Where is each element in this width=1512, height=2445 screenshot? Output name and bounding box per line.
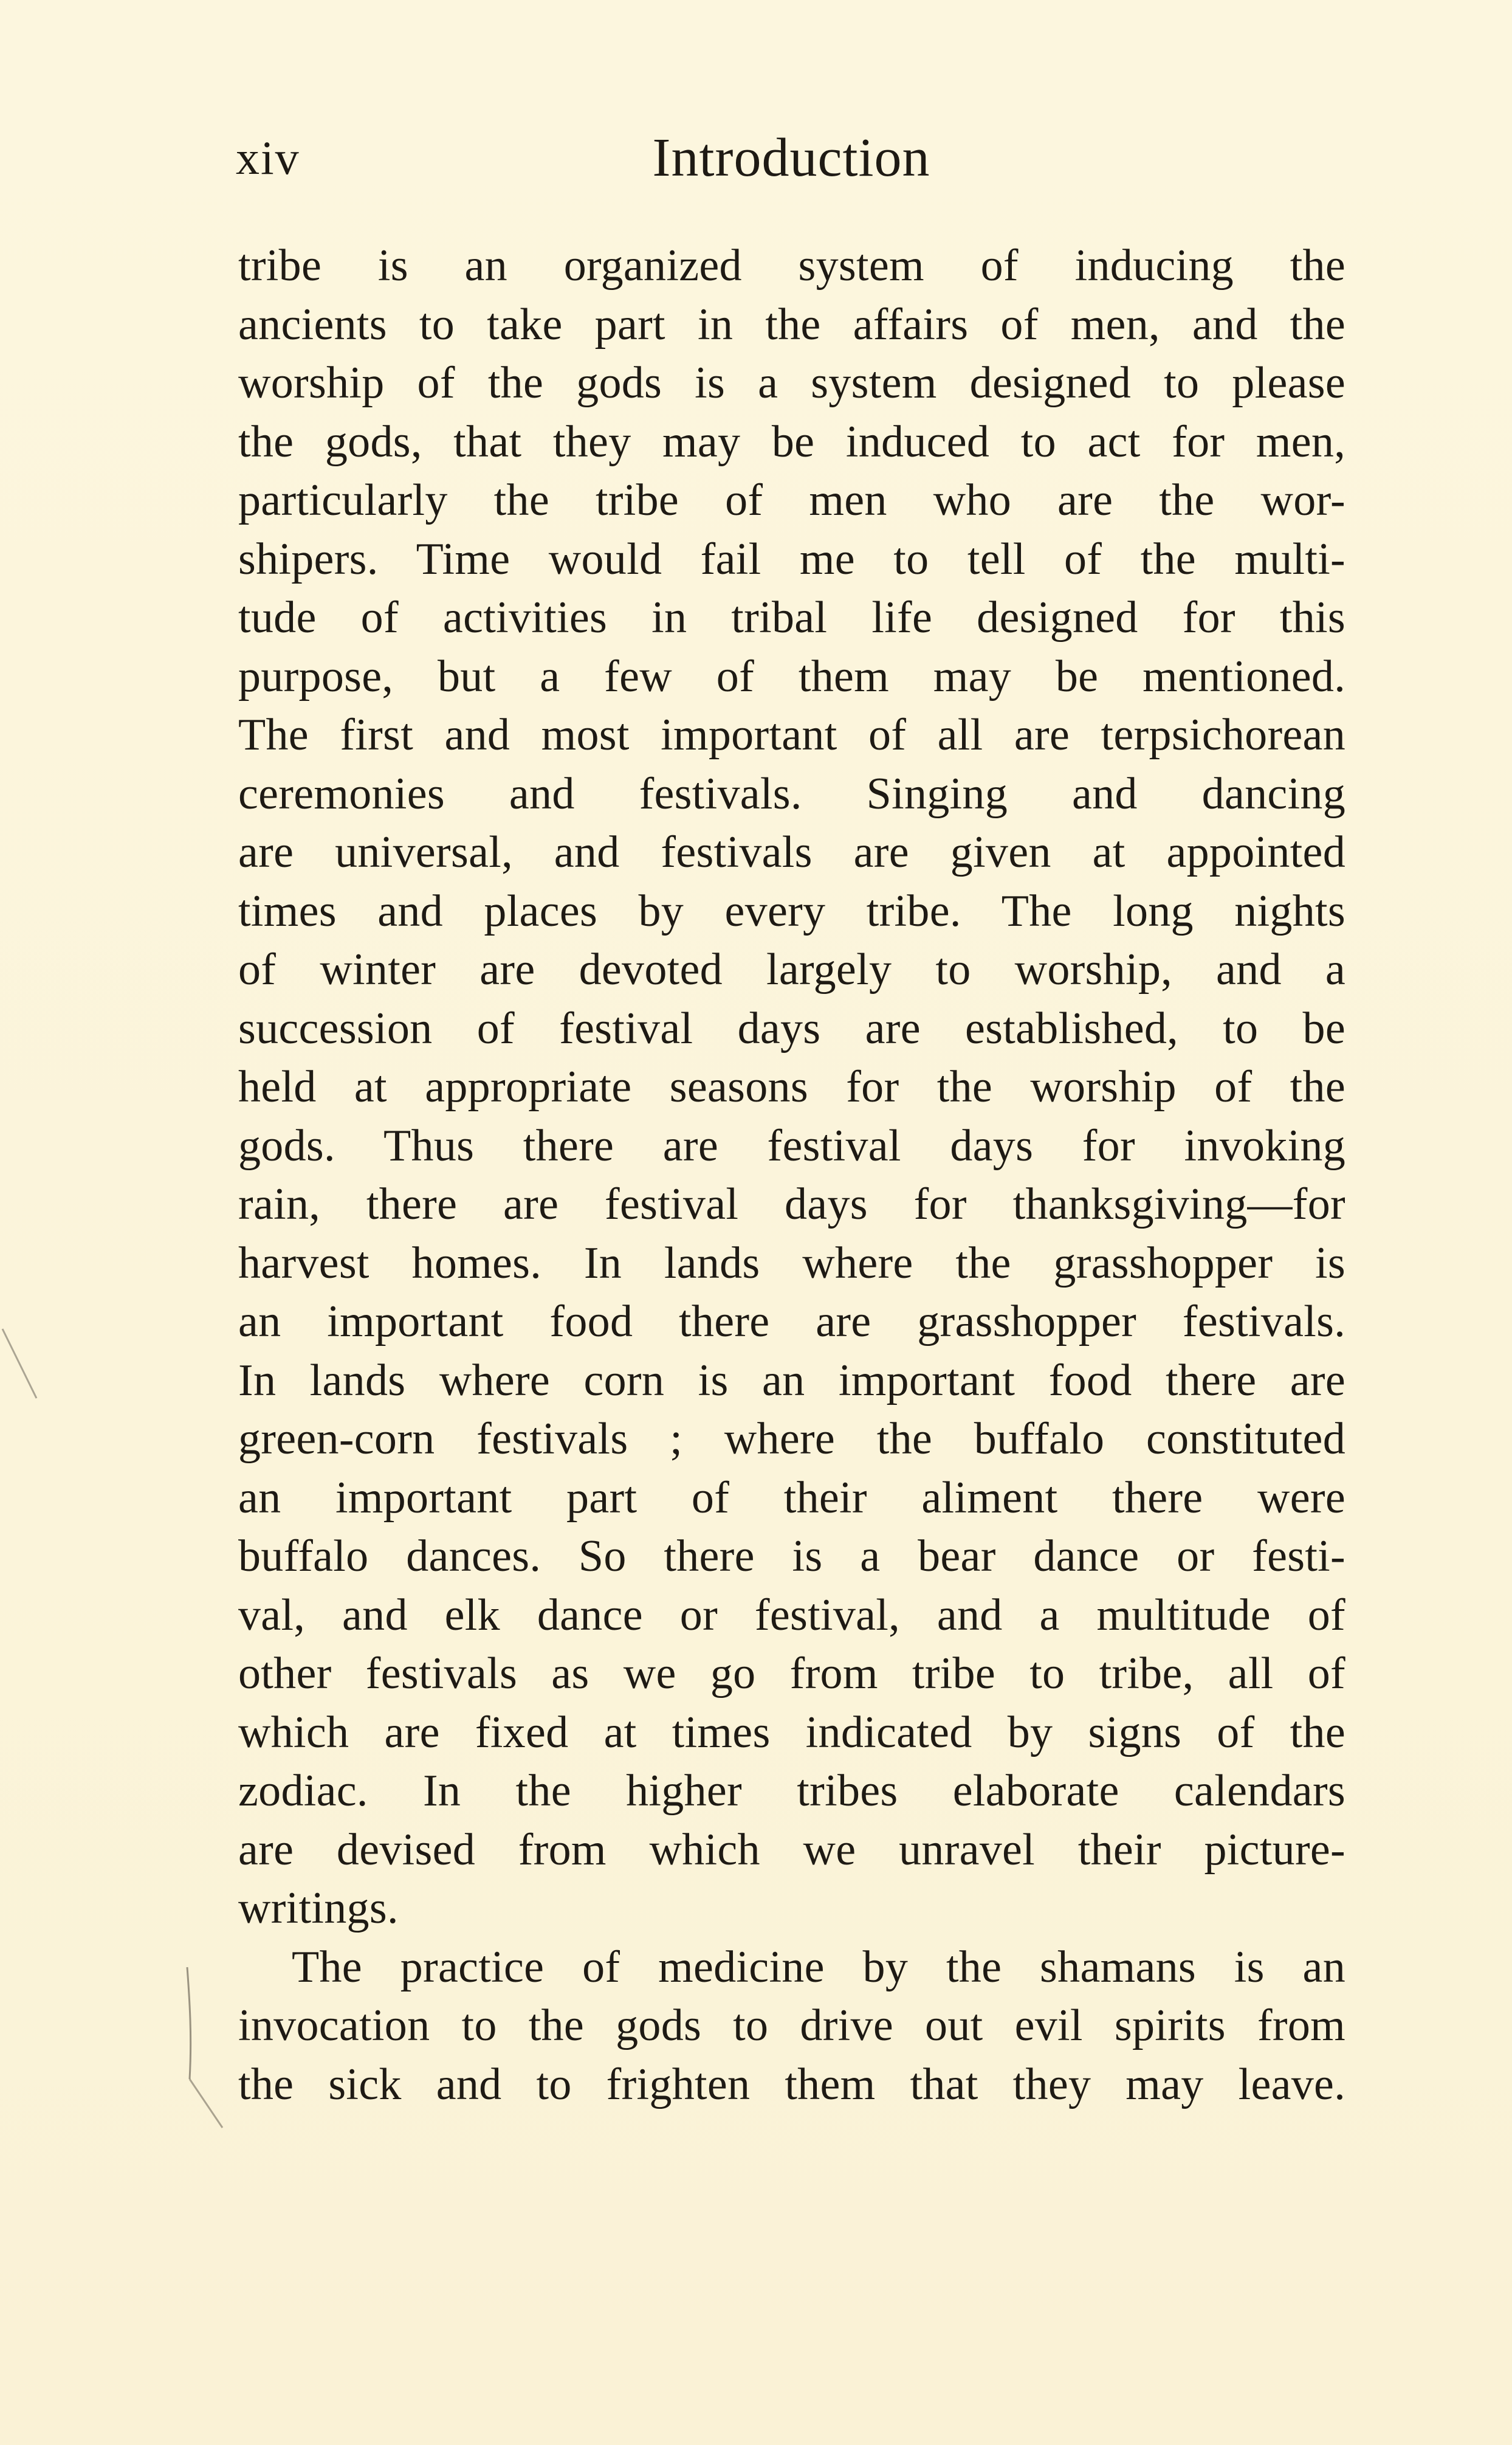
text-line: rain, there are festival days for thanksgiving—for bbox=[238, 1179, 1345, 1229]
text-line: particularly the tribe of men who are the wor- bbox=[238, 475, 1345, 525]
text-line: tude of activities in tribal life designed for this bbox=[238, 593, 1345, 643]
text-line: val, and elk dance or festival, and a multitude of bbox=[238, 1590, 1345, 1640]
text-line: other festivals as we go from tribe to tribe, all of bbox=[238, 1649, 1345, 1698]
text-line: invocation to the gods to drive out evil spirits from bbox=[238, 2001, 1345, 2050]
text-line: worship of the gods is a system designed to please bbox=[238, 358, 1345, 408]
page-number: xiv bbox=[236, 131, 300, 184]
running-head bbox=[236, 122, 1347, 195]
text-line: succession of festival days are established, to be bbox=[238, 1003, 1345, 1054]
text-line: writings. bbox=[238, 1883, 399, 1933]
text-line: the sick and to frighten them that they may leave. bbox=[238, 2059, 1345, 2109]
text-line: times and places by every tribe. The long nights bbox=[238, 886, 1345, 936]
text-line: In lands where corn is an important food there are bbox=[238, 1355, 1345, 1405]
text-line: buffalo dances. So there is a bear dance or festi- bbox=[238, 1531, 1345, 1581]
text-line: The first and most important of all are terpsichorean bbox=[238, 710, 1345, 760]
text-line: ceremonies and festivals. Singing and dancing bbox=[238, 768, 1345, 819]
text-line: gods. Thus there are festival days for invoking bbox=[238, 1120, 1345, 1171]
text-line: of winter are devoted largely to worship, and a bbox=[238, 945, 1345, 995]
text-line: held at appropriate seasons for the worship of the bbox=[238, 1062, 1345, 1112]
margin-pencil-mark bbox=[0, 1325, 55, 1423]
text-line: an important part of their aliment there were bbox=[238, 1472, 1345, 1523]
text-line: purpose, but a few of them may be mentioned. bbox=[238, 651, 1345, 702]
text-line: are devised from which we unravel their picture- bbox=[238, 1824, 1345, 1875]
text-line: which are fixed at times indicated by signs of the bbox=[238, 1707, 1345, 1757]
text-line: harvest homes. In lands where the grasshopper is bbox=[238, 1238, 1345, 1288]
text-line: shipers. Time would fail me to tell of the multi- bbox=[238, 534, 1345, 584]
text-line: tribe is an organized system of inducing the bbox=[238, 241, 1345, 291]
text-line: an important food there are grasshopper festivals. bbox=[238, 1297, 1345, 1347]
text-line: green-corn festivals ; where the buffalo constituted bbox=[238, 1414, 1345, 1464]
text-line: zodiac. In the higher tribes elaborate calendars bbox=[238, 1766, 1345, 1816]
text-line: are universal, and festivals are given at appointed bbox=[238, 827, 1345, 877]
body-text bbox=[238, 236, 1345, 2114]
paragraph-start-line: The practice of medicine by the shamans is an bbox=[292, 1942, 1345, 1992]
margin-pencil-mark bbox=[174, 1964, 241, 2146]
running-title: Introduction bbox=[652, 128, 930, 188]
text-line: the gods, that they may be induced to act for men, bbox=[238, 416, 1345, 467]
text-line: ancients to take part in the affairs of men, and the bbox=[238, 299, 1345, 350]
